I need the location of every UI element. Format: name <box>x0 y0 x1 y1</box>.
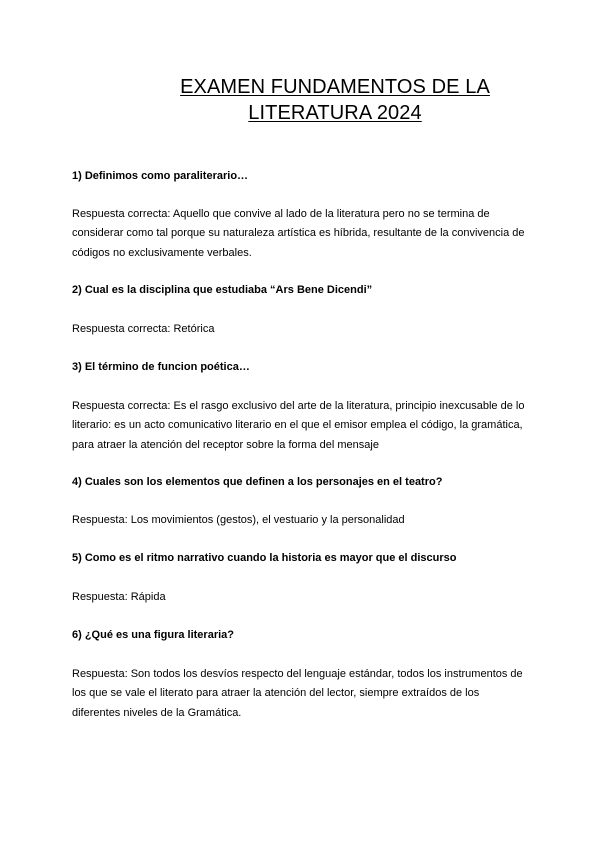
question-6: 6) ¿Qué es una figura literaria? <box>72 629 234 641</box>
document-title <box>150 74 520 126</box>
answer-4: Respuesta: Los movimientos (gestos), el vestuario y la personalidad <box>72 514 405 526</box>
question-3: 3) El término de funcion poética… <box>72 361 250 373</box>
title-line-2: LITERATURA 2024 <box>248 102 422 124</box>
question-5: 5) Como es el ritmo narrativo cuando la historia es mayor que el discurso <box>72 552 457 564</box>
answer-3: Respuesta correcta: Es el rasgo exclusivo del arte de la literatura, principio inexcusable de lo literario: es un acto comunicativo literario en el que el emisor emplea el código, la gramática, para atraer la atención del receptor sobre la forma del mensaje <box>72 400 525 451</box>
question-4: 4) Cuales son los elementos que definen a los personajes en el teatro? <box>72 476 443 488</box>
title-line-1: EXAMEN FUNDAMENTOS DE LA <box>180 76 490 98</box>
answer-5: Respuesta: Rápida <box>72 591 166 603</box>
question-2: 2) Cual es la disciplina que estudiaba “Ars Bene Dicendi” <box>72 284 373 296</box>
question-1: 1) Definimos como paraliterario… <box>72 170 249 182</box>
answer-1: Respuesta correcta: Aquello que convive al lado de la literatura pero no se termina de considerar como tal porque su naturaleza artística es híbrida, resultante de la convivencia de códigos no exclusivamente verbales. <box>72 208 525 259</box>
answer-2: Respuesta correcta: Retórica <box>72 323 215 335</box>
answer-6: Respuesta: Son todos los desvíos respecto del lenguaje estándar, todos los instrumentos de los que se vale el literato para atraer la atención del lector, siempre extraídos de los diferentes niveles de la Gramática. <box>72 668 523 719</box>
